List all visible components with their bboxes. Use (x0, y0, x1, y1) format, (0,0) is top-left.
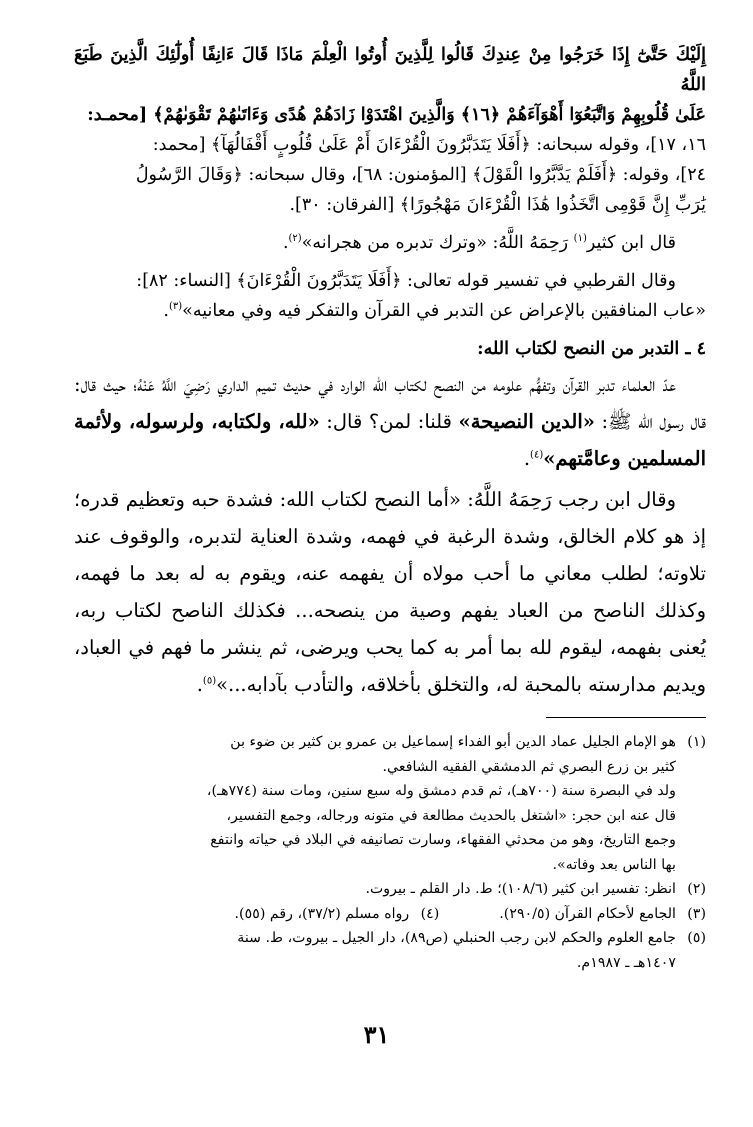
footnote-ref[interactable]: (٤) (530, 449, 544, 461)
footnote-line: ١٤٠٧هـ ـ ١٩٨٧م. (576, 954, 676, 971)
verse-line: عَلَىٰ قُلُوبِهِمْ وَاتَّبَعُوٓا أَهْوَآءَهُمْ ﴿١٦﴾ وَالَّذِينَ اهْتَدَوْا زَادَهُمْ هُدًى وَءَاتَىٰهُمْ تَقْوَىٰهُمْ﴾ [محمـد: (87, 105, 706, 125)
footnote-line: ولد في البصرة سنة (٧٠٠هـ)، ثم قدم دمشق وله سبع سنين، ومات سنة (٧٧٤هـ)، (206, 783, 676, 799)
nasiha-paragraph: عدّ العلماء تدبر القرآن وتفهُّم علومه من النصح لكتاب الله الوارد في حديث تميم الداري رَضِيَ اللَّهُ عَنْهُ؛ حيث قال: قال رسول الله ﷺ: «الدين النصيحة» قلنا: لمن؟ قال: «لله، ولكتابه، ولرسوله، ولأئمة المسلمين وعامَّتهم»$^{(٤)}$. (74, 373, 706, 470)
footnote-3: (٣)الجامع لأحكام القرآن (٢٩٠/٥). (499, 905, 706, 922)
main-text-large (74, 366, 706, 703)
footnote-3-4-row (74, 902, 706, 927)
footnotes (74, 730, 706, 975)
main-text (74, 40, 706, 364)
page-number: ٣١ (363, 1020, 390, 1049)
footnote-line: قال عنه ابن حجر: «اشتغل بالحديث مطالعة في متونه ورجاله، وجمع التفسير، (226, 807, 676, 824)
footnote-2: (٢)انظر: تفسير ابن كثير (١٠٨/٦)؛ ط. دار القلم ـ بيروت. (365, 881, 706, 897)
footnote-line: كثير بن زرع البصري ثم الدمشقي الفقيه الشافعي. (382, 758, 676, 775)
footnote-ref[interactable]: (١) (573, 233, 587, 245)
footnote-ref[interactable]: (٥) (202, 675, 217, 687)
footnote-4: (٤)رواه مسلم (٣٧/٢)، رقم (٥٥). (234, 905, 440, 922)
footnote-ref[interactable]: (٢) (288, 233, 302, 245)
page (74, 40, 706, 975)
text-line: يَٰرَبِّ إِنَّ قَوْمِى اتَّخَذُوا هَٰذَا الْقُرْءَانَ مَهْجُورًا﴾ [الفرقان: ٣٠]. (289, 195, 706, 215)
footnote-divider (546, 717, 706, 718)
section-heading: ٤ ـ التدبر من النصح لكتاب الله: (477, 339, 706, 359)
text-line: ١٦، ١٧]، وقوله سبحانه: ﴿أَفَلَا يَتَدَبَّرُونَ الْقُرْءَانَ أَمْ عَلَىٰ قُلُوبٍ أَقْفَالُهَآ﴾ [محمد: (152, 135, 706, 155)
text-line: ٢٤]، وقوله: ﴿أَفَلَمْ يَدَّبَّرُوا الْقَوْلَ﴾ [المؤمنون: ٦٨]، وقال سبحانه: ﴿وَقَالَ الرَّسُولُ (135, 165, 706, 185)
footnote-line: بها الناس بعد وفاته». (552, 856, 676, 873)
qurtubi-quote: «عاب المنافقين بالإعراض عن التدبر في القرآن والتفكر فيه وفي معانيه»$^{(٣)}$. (163, 301, 706, 321)
verse-line: إِلَيْكَ حَتَّىٰٓ إِذَا خَرَجُوا مِنْ عِندِكَ قَالُوا لِلَّذِينَ أُوتُوا الْعِلْمَ مَاذَا قَالَ ءَانِفًا أُولَٰٓئِكَ الَّذِينَ طَبَعَ اللَّهُ (74, 45, 706, 95)
ibn-rajab-paragraph: وقال ابن رجب رَحِمَهُ اللَّهُ: «أما النصح لكتاب الله: فشدة حبه وتعظيم قدره؛ إذ هو كلام الخالق، وشدة الرغبة في فهمه، وشدة العناية لتدبره، والوقوف عند تلاوته؛ لطلب معاني ما أحب مولاه أن يفهمه عنه، ويقوم به له بعد ما فهمه، وكذلك الناصح من العباد يفهم وصية من ينصحه... فكذلك الناصح لكتاب ربه، يُعنى بفهمه، ليقوم لله بما أمر به كما يحب ويرضى، ثم ينشر ما فهم في العباد، ويديم مدارسته بالمحبة له، والتخلق بأخلاقه، والتأدب بآدابه...»$^{(٥)}$. (74, 488, 706, 696)
ibn-kathir-paragraph: قال ابن كثير$^{(١)}$ رَحِمَهُ اللَّهُ: «وترك تدبره من هجرانه»$^{(٢)}$. (282, 233, 676, 253)
qurtubi-paragraph: وقال القرطبي في تفسير قوله تعالى: ﴿أَفَلَا يَتَدَبَّرُونَ الْقُرْءَانَ﴾ [النساء: ٨٢]: (136, 271, 676, 291)
footnote-line: وجمع التاريخ، وهو من محدثي الفقهاء، وسارت تصانيفه في البلاد في حياته وانتفع (210, 832, 676, 848)
footnote-ref[interactable]: (٣) (168, 301, 183, 313)
footnote-5: (٥)جامع العلوم والحكم لابن رجب الحنبلي (ص٨٩)، دار الجيل ـ بيروت، ط. سنة (237, 930, 706, 946)
footnote-1: (١)هو الإمام الجليل عماد الدين أبو الفداء إسماعيل بن عمرو بن كثير بن ضوء بن (230, 734, 706, 750)
